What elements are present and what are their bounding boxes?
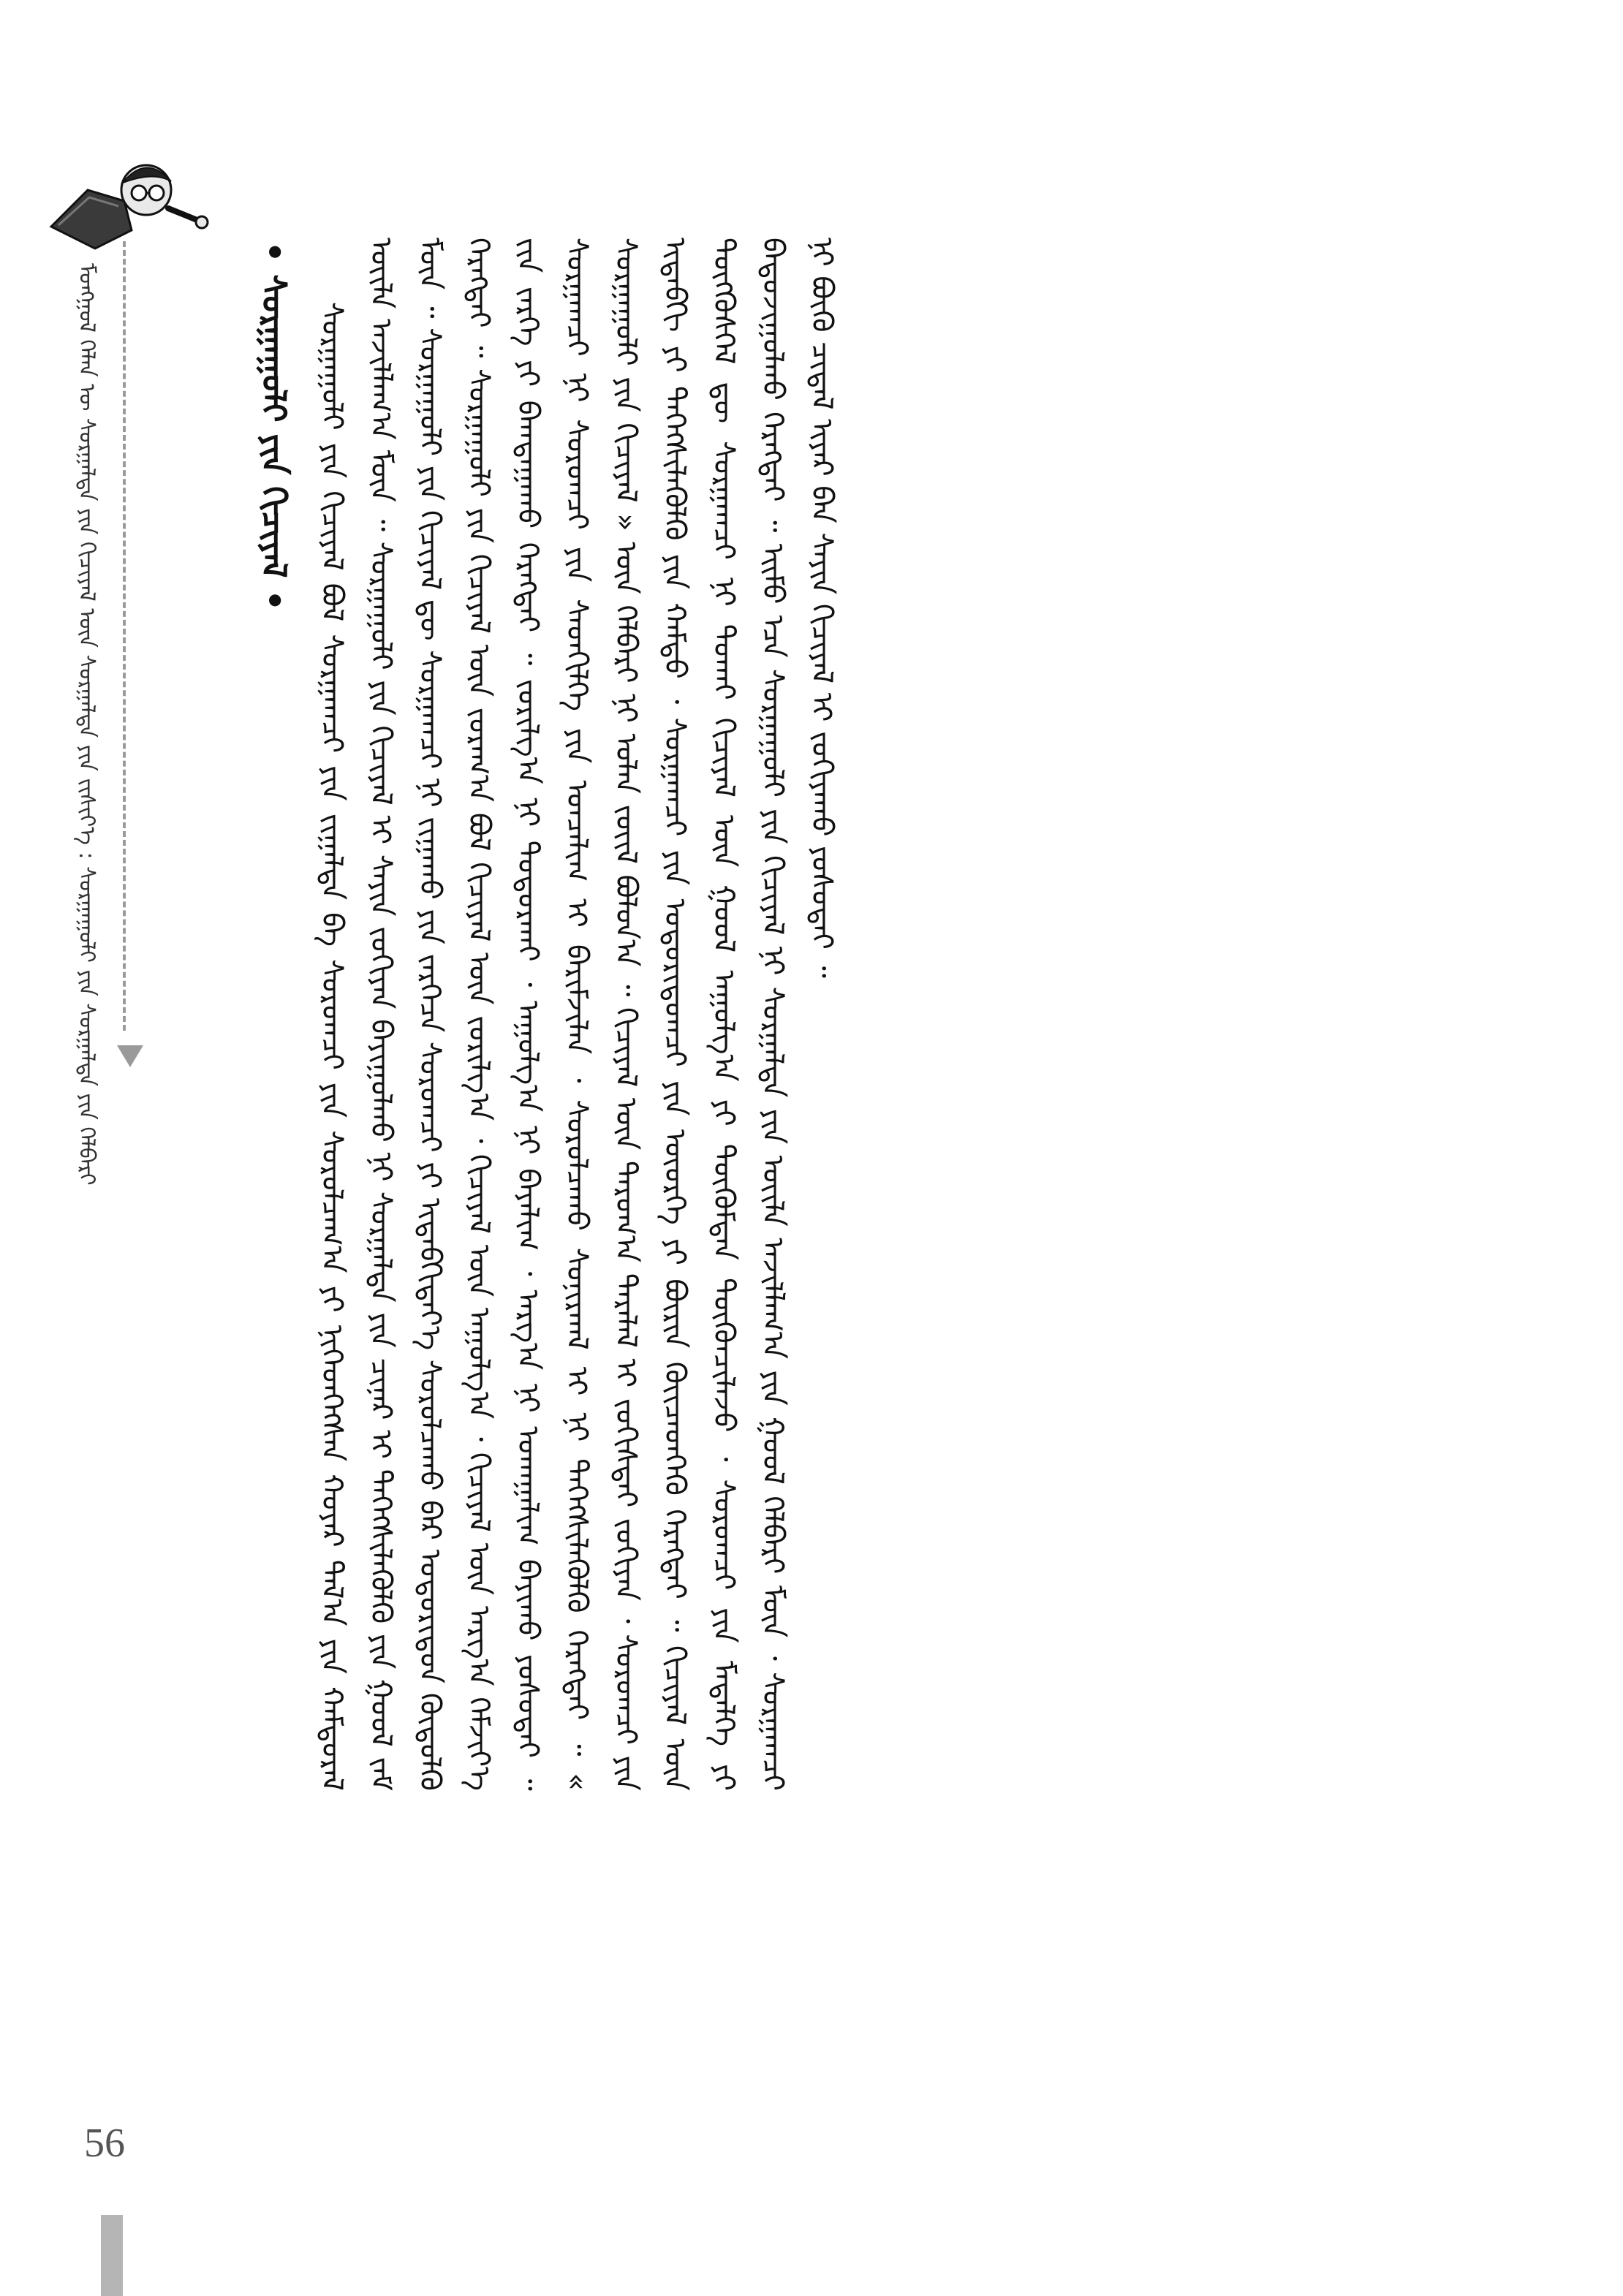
page-number: 56	[84, 2121, 125, 2166]
body-text	[307, 238, 1404, 1791]
running-header: ᠮᠣᠩᠭᠣᠯ ᠬᠡᠯᠡᠨ ᠦ ᠰᠤᠷᠭᠠᠯᠲᠠ ᠶᠢᠨ ᠬᠢᠴᠢᠶᠡᠯ ᠦᠨ ᠰᠤᠷᠭᠠᠯᠲᠠ ᠶᠢᠨ ᠵᠢᠱᠢᠶ᠎ᠡ : ᠰᠤᠷᠭᠠᠭᠤᠯᠢ ᠶᠢᠨ ᠰᠤᠷᠭᠠᠯᠲᠠ ᠶᠢᠨ ᠬᠡᠯᠪᠡᠷᠢ	[74, 263, 99, 1186]
body-paragraph: ᠰᠤᠷᠭᠠᠭᠤᠯᠢ ᠶᠢᠨ ᠬᠢᠴᠢᠶᠡᠯ ᠪᠣᠯ ᠰᠤᠷᠭᠠᠭᠴᠢ ᠶᠢᠨ ᠵᠢᠭᠠᠯᠲᠠ ᠪᠠ ᠰᠤᠷᠤᠭᠴᠢ ᠶᠢᠨ ᠰᠤᠷᠤᠯᠴᠠᠭ᠎ᠠ ᠶᠢ ᠨᠢᠭᠡᠳᠬᠡᠭᠰᠡᠨ ᠬᠣᠶᠠᠷ ᠲᠠᠯ᠎ᠠ ᠶᠢᠨ ᠬᠠᠮᠲᠤᠷᠠᠯ ᠦᠢᠯᠡ ᠠᠵᠢᠯᠯᠠᠭ᠎ᠠ ᠮᠥᠨ ᠃ ᠰᠤᠷᠭᠠᠭᠤᠯᠢ ᠶᠢᠨ ᠬᠢᠴᠢᠶᠡᠯ ᠢ ᠰᠠᠶᠢᠨ ᠵᠣᠬᠢᠶᠠᠨ ᠪᠠᠶᠢᠭᠤᠯᠬᠤ ᠨᠢ ᠰᠤᠷᠭᠠᠯᠲᠠ ᠶᠢᠨ ᠴᠢᠨᠠᠷ ᠢ ᠳᠡᠭᠡᠭᠰᠢᠯᠡᠭᠦᠯᠬᠦ ᠶᠢᠨ ᠭᠣᠣᠯ ᠵᠠᠮ ᠮᠥᠨ ᠃ ᠰᠤᠷᠭᠠᠭᠤᠯᠢ ᠶᠢᠨ ᠬᠢᠴᠢᠶᠡᠯ ᠳᠦ ᠰᠤᠷᠭᠠᠭᠴᠢ ᠨᠢ ᠵᠢᠭᠠᠬᠤ ᠶᠢᠨ ᠵᠡᠷᠭᠡᠴᠡ ᠰᠤᠷᠤᠭᠴᠢ ᠶᠢ ᠢᠳᠡᠪᠬᠢᠲᠡᠶ᠎ᠡ ᠰᠤᠷᠤᠯᠴᠠᠬᠤ ᠪᠠᠷ ᠤᠳᠤᠷᠢᠳᠤᠨ ᠬᠥᠲᠥᠯᠬᠦ ᠬᠡᠷᠡᠭᠲᠡᠶ ᠃ ᠰᠤᠷᠭᠠᠭᠤᠯᠢ ᠶᠢᠨ ᠬᠢᠴᠢᠶᠡᠯ ᠦᠨ ᠵᠤᠷᠠᠭ᠎ᠠ ᠪᠣᠯ ᠬᠢᠴᠢᠶᠡᠯ ᠦᠨ ᠵᠣᠷᠢᠯᠭ᠎ᠠ ᠂ ᠬᠢᠴᠢᠶᠡᠯ ᠦᠨ ᠠᠭᠤᠯᠭ᠎ᠠ ᠂ ᠬᠢᠴᠢᠶᠡᠯ ᠦᠨ ᠠᠷᠭ᠎ᠠ ᠬᠡᠮᠵᠢᠶ᠎ᠡ ᠵᠢᠨ ᠵᠡᠷᠭᠡ ᠶᠢ ᠪᠠᠭᠲᠠᠭᠠᠬᠤ ᠬᠡᠷᠡᠭᠲᠡᠶ ᠃ ᠵᠣᠷᠢᠯᠭ᠎ᠠ ᠨᠢ ᠲᠣᠳᠣᠷᠬᠠᠢ ᠂ ᠠᠭᠤᠯᠭ᠎ᠠ ᠨᠢ ᠪᠠᠶᠠᠯᠢᠭ ᠂ ᠠᠷᠭ᠎ᠠ ᠨᠢ ᠤᠬᠠᠭᠠᠯᠢᠭ ᠪᠠᠶᠢᠬᠤ ᠶᠣᠰᠣᠲᠠᠢ ᠃ ᠰᠤᠷᠭᠠᠭᠴᠢ ᠨᠢ ᠰᠤᠷᠤᠭᠴᠢ ᠶᠢᠨ ᠰᠡᠳᠬᠢᠯᠭᠡ ᠶᠢᠨ ᠣᠨᠴᠠᠯᠢᠭ ᠢ ᠪᠠᠷᠢᠮᠵᠢᠯᠠᠨ ᠂ ᠰᠤᠷᠤᠯᠴᠠᠬᠤ ᠰᠣᠨᠢᠷᠬᠠᠯ ᠢ ᠨᠢ ᠳᠡᠭᠡᠭᠰᠢᠯᠡᠭᠦᠯᠬᠦ ᠬᠡᠷᠡᠭᠲᠡᠶ ᠃ « ᠰᠤᠷᠭᠠᠭᠤᠯᠢ ᠶᠢᠨ ᠬᠢᠴᠢᠶᠡᠯ » ᠦᠨ ᠬᠡᠯᠪᠡᠷᠢ ᠨᠢ ᠣᠯᠠᠨ ᠵᠦᠢᠯ ᠪᠣᠯᠤᠨ᠎ᠠ ᠃ ᠬᠢᠴᠢᠶᠡᠯ ᠦᠨ ᠳᠠᠷᠤᠭ᠎ᠠ ᠳᠠᠷᠠᠯᠠᠯ ᠢ ᠵᠣᠬᠢᠰᠲᠠᠢ ᠵᠣᠬᠢᠶᠠᠨ ᠂ ᠰᠤᠷᠤᠭᠴᠢ ᠶᠢᠨ ᠢᠳᠡᠪᠬᠢ ᠶᠢ ᠳᠡᠭᠡᠭᠰᠢᠯᠡᠭᠦᠯᠬᠦ ᠶᠢᠨ ᠬᠠᠮᠲᠤ ᠂ ᠰᠤᠷᠭᠠᠭᠴᠢ ᠶᠢᠨ ᠤᠳᠤᠷᠢᠳᠤᠭᠴᠢ ᠶᠢᠨ ᠦᠦᠷᠭᠡ ᠶᠢ ᠪᠦᠷᠢᠨ ᠭᠦᠢᠴᠡᠳᠬᠡᠬᠦ ᠬᠡᠷᠡᠭᠲᠡᠶ ᠃ ᠬᠢᠴᠢᠶᠡᠯ ᠦᠨ ᠲᠥᠭᠭᠦᠰᠬᠡᠯ ᠳᠦ ᠰᠤᠷᠭᠠᠭᠴᠢ ᠨᠢ ᠲᠤᠬᠠᠢ ᠬᠢᠴᠢᠶᠡᠯ ᠦᠨ ᠭᠣᠣᠯ ᠠᠭᠤᠯᠭ᠎ᠠ ᠶᠢ ᠳᠦᠭᠦᠮᠳᠡᠨ ᠳᠦᠭᠦᠨᠴᠢᠯᠡᠵᠦ ᠂ ᠰᠤᠷᠤᠭᠴᠢ ᠶᠢᠨ ᠮᠡᠳᠡᠯᠭᠡ ᠶᠢ ᠪᠠᠲᠤᠵᠢᠭᠤᠯᠬᠤ ᠬᠡᠷᠡᠭᠲᠡᠶ ᠃ ᠡᠢᠮᠦ ᠡᠴᠡ ᠰᠤᠷᠭᠠᠭᠤᠯᠢ ᠶᠢᠨ ᠬᠢᠴᠢᠶᠡᠯ ᠨᠢ ᠰᠤᠷᠭᠠᠯᠲᠠ ᠶᠢᠨ ᠦᠢᠯᠡ ᠠᠵᠢᠯᠯᠠᠭ᠎ᠠ ᠶᠢᠨ ᠭᠣᠣᠯ ᠬᠡᠯᠪᠡᠷᠢ ᠮᠥᠨ ᠂ ᠰᠤᠷᠭᠠᠭᠴᠢ ᠨᠢ ᠪᠦᠬᠦ ᠴᠢᠳᠠᠯ ᠢᠶᠠᠷ ᠪᠡᠨ ᠰᠠᠶᠢᠨ ᠬᠢᠴᠢᠶᠡᠯ ᠢ ᠵᠣᠬᠢᠶᠠᠬᠤ ᠶᠣᠰᠣᠲᠠᠢ ᠃	[315, 238, 839, 1791]
side-tab-marker	[101, 2215, 123, 2296]
section-heading: • ᠰᠤᠷᠭᠠᠭᠤᠯᠢ ᠶᠢᠨ ᠬᠢᠴᠢᠶᠡᠯ •	[254, 241, 294, 612]
triangle-marker-icon	[117, 1045, 143, 1067]
header-divider	[123, 241, 126, 1031]
